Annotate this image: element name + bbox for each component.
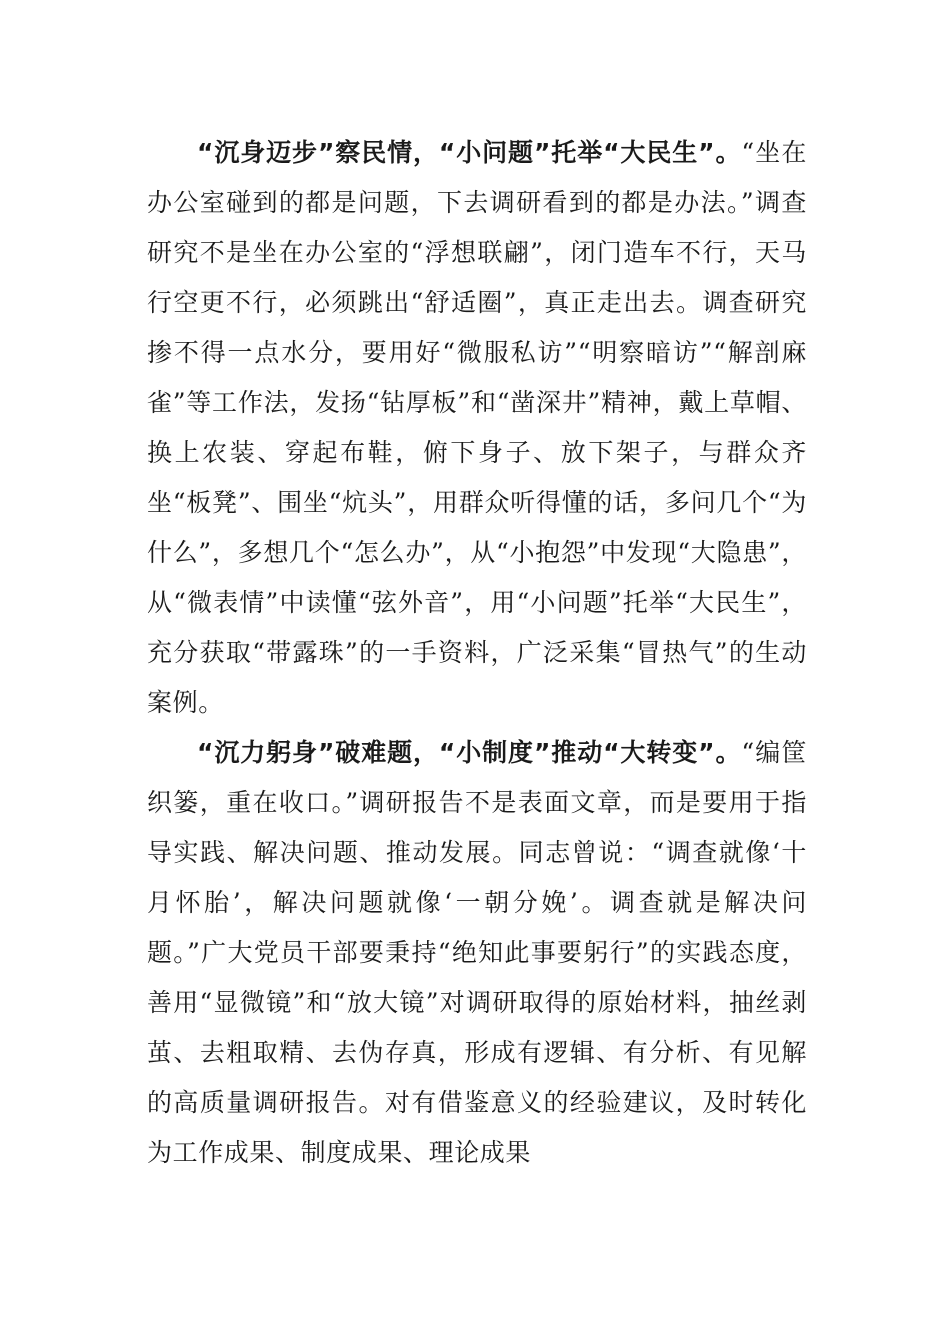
- body-text: [147, 128, 807, 1178]
- paragraph-1-lead: “沉身迈步”察民情，“小问题”托举“大民生”。: [197, 138, 742, 167]
- paragraph-2: [147, 728, 807, 1178]
- paragraph-2-body: “编筐织篓，重在收口。”调研报告不是表面文章，而是要用于指导实践、解决问题、推动发展。同志曾说：“调查就像‘十月怀胎’，解决问题就像‘一朝分娩’。调查就是解决问题。”广大党员干部要秉持“绝知此事要躬行”的实践态度，善用“显微镜”和“放大镜”对调研取得的原始材料，抽丝剥茧、去粗取精、去伪存真，形成有逻辑、有分析、有见解的高质量调研报告。对有借鉴意义的经验建议，及时转化为工作成果、制度成果、理论成果: [147, 738, 807, 1167]
- paragraph-2-lead: “沉力躬身”破难题，“小制度”推动“大转变”。: [197, 738, 742, 767]
- paragraph-1-body: “坐在办公室碰到的都是问题，下去调研看到的都是办法。”调查研究不是坐在办公室的“浮想联翩”，闭门造车不行，天马行空更不行，必须跳出“舒适圈”，真正走出去。调查研究掺不得一点水分，要用好“微服私访”“明察暗访”“解剖麻雀”等工作法，发扬“钻厚板”和“凿深井”精神，戴上草帽、换上农装、穿起布鞋，俯下身子、放下架子，与群众齐坐“板凳”、围坐“炕头”，用群众听得懂的话，多问几个“为什么”，多想几个“怎么办”，从“小抱怨”中发现“大隐患”，从“微表情”中读懂“弦外音”，用“小问题”托举“大民生”，充分获取“带露珠”的一手资料，广泛采集“冒热气”的生动案例。: [147, 138, 807, 717]
- paragraph-1: [147, 128, 807, 728]
